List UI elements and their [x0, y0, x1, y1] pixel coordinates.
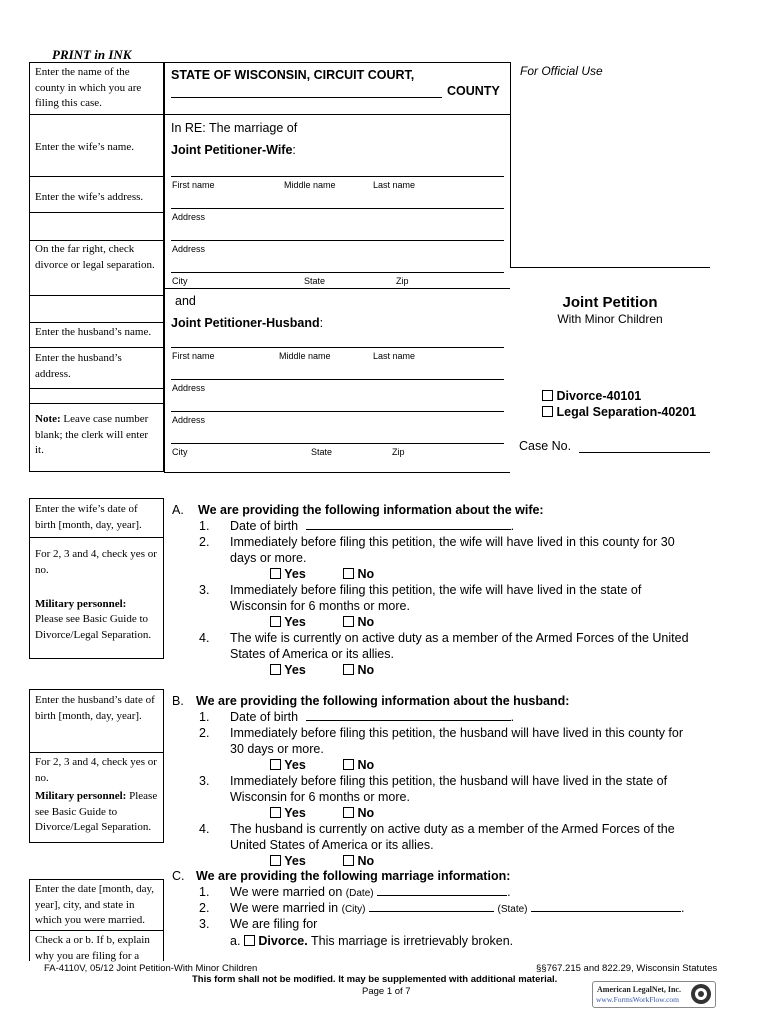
husband-address-line-1[interactable] [171, 379, 504, 380]
checkbox[interactable] [343, 759, 354, 770]
a-item4-num: 4. [199, 631, 210, 645]
divorce-reason-checkbox[interactable] [244, 935, 255, 946]
checkbox[interactable] [270, 568, 281, 579]
county-blank[interactable] [171, 97, 442, 98]
legal-separation-checkbox[interactable] [542, 406, 553, 417]
b-item1: Date of birth . [230, 710, 515, 724]
checkbox[interactable] [343, 807, 354, 818]
wife-city-label: City [172, 276, 188, 286]
wife-dob-instruction: Enter the wife’s date of birth [month, day, year]. [35, 503, 142, 531]
husband-city-label: City [172, 447, 188, 457]
checkbox[interactable] [343, 664, 354, 675]
wife-address-line-1[interactable] [171, 208, 504, 209]
wife-address-instruction: Enter the wife’s address. [35, 191, 144, 203]
b-item3-line1: Immediately before filing this petition, the husband will have lived in the state of [230, 774, 668, 788]
b-item2-no[interactable] [343, 757, 374, 773]
check-yes-no-instruction-b: For 2, 3 and 4, check yes or no. [35, 756, 157, 784]
official-use-label: For Official Use [520, 64, 603, 78]
b-item4-no[interactable] [343, 853, 374, 869]
colon: : [319, 316, 324, 330]
a-item1: Date of birth . [230, 519, 515, 533]
military-label-b: Military personnel: [35, 790, 127, 802]
vendor-logo-icon [690, 983, 712, 1005]
a-item1-num: 1. [199, 519, 210, 533]
legal-separation-label: Legal Separation-40201 [556, 405, 697, 419]
case-number-note [35, 412, 159, 459]
section-c-heading: We are providing the following marriage information: [196, 869, 511, 883]
court-title: STATE OF WISCONSIN, CIRCUIT COURT, [171, 68, 415, 82]
a-item3-no[interactable] [343, 614, 374, 630]
city-hint: (City) [341, 904, 366, 915]
no-label: No [357, 854, 375, 868]
modification-notice: This form shall not be modified. It may be supplemented with additional material. [192, 974, 558, 985]
checkbox[interactable] [270, 855, 281, 866]
wife-last-name-label: Last name [373, 180, 416, 190]
county-label: COUNTY [447, 84, 500, 98]
b-item1-text: Date of birth [230, 710, 299, 724]
yes-label: Yes [284, 758, 306, 772]
husband-label-text: Joint Petitioner-Husband [171, 316, 320, 330]
wife-dob-blank[interactable] [306, 519, 511, 530]
vendor-name: American LegalNet, Inc. [597, 985, 681, 994]
petition-subtitle: With Minor Children [557, 312, 663, 326]
legal-separation-option[interactable] [542, 405, 696, 419]
military-b-text: Please see Basic Guide to Divorce/Legal Separation. [35, 790, 158, 833]
a-item2-yes[interactable] [270, 566, 306, 582]
a-item4-no[interactable] [343, 662, 374, 678]
option-a-label: a. [230, 934, 241, 948]
form-id: FA-4110V, 05/12 Joint Petition-With Minor Children [44, 963, 258, 974]
b-item1-num: 1. [199, 710, 210, 724]
wife-state-label: State [304, 276, 326, 286]
c-item3-option-a[interactable] [230, 933, 513, 949]
b-item2-line2: 30 days or more. [230, 742, 324, 756]
a-item2-line1: Immediately before filing this petition, the wife will have lived in this county for 30 [230, 535, 675, 549]
yes-label: Yes [284, 806, 306, 820]
husband-dob-blank[interactable] [306, 710, 511, 721]
a-item2-no[interactable] [343, 566, 374, 582]
husband-state-label: State [311, 447, 333, 457]
far-right-instruction: On the far right, check divorce or legal separation. [35, 243, 155, 271]
c-item3-text: We are filing for [230, 917, 318, 931]
check-yes-no-instruction-a: For 2, 3 and 4, check yes or no. [35, 548, 157, 576]
section-c-letter: C. [172, 869, 185, 883]
case-no-label: Case No. [519, 439, 572, 453]
c-item2-num: 2. [199, 901, 210, 915]
no-label: No [357, 615, 375, 629]
c-item2: We were married in (City) (State) . [230, 901, 685, 915]
colon: : [292, 143, 296, 157]
divorce-option[interactable] [542, 389, 641, 403]
case-no-blank[interactable] [579, 452, 710, 453]
a-item2-num: 2. [199, 535, 210, 549]
b-item2-yes[interactable] [270, 757, 306, 773]
wife-city-line[interactable] [171, 272, 504, 273]
b-item3-num: 3. [199, 774, 210, 788]
county-instruction: Enter the name of the county in which you are filing this case. [35, 66, 142, 109]
husband-petitioner-label [171, 316, 323, 330]
husband-dob-instruction: Enter the husband’s date of birth [month, day, year]. [35, 694, 155, 722]
husband-first-name-label: First name [172, 351, 215, 361]
a-item2-line2: days or more. [230, 551, 307, 565]
b-item3-line2: Wisconsin for 6 months or more. [230, 790, 410, 804]
marriage-date-instruction: Enter the date [month, day, year], city, and state in which you were married. [35, 883, 155, 926]
military-text-a: Please see Basic Guide to Divorce/Legal Separation. [35, 613, 152, 641]
a-item3-yes[interactable] [270, 614, 306, 630]
section-b-heading: We are providing the following information about the husband: [196, 694, 570, 708]
wife-label-text: Joint Petitioner-Wife [171, 143, 293, 157]
petition-title: Joint Petition [562, 294, 658, 311]
wife-middle-name-label: Middle name [284, 180, 336, 190]
check-a-or-b-instruction: Check a or b. If b, explain why you are filing for a [35, 934, 150, 962]
b-item4-yes[interactable] [270, 853, 306, 869]
checkbox[interactable] [343, 616, 354, 627]
yes-label: Yes [284, 567, 306, 581]
b-item4-line2: United States of America or its allies. [230, 838, 434, 852]
and-label: and [175, 294, 196, 308]
note-text: Leave case number blank; the clerk will enter it. [35, 413, 149, 456]
a-item4-yes[interactable] [270, 662, 306, 678]
b-item4-line1: The husband is currently on active duty as a member of the Armed Forces of the [230, 822, 675, 836]
vendor-url: www.FormsWorkFlow.com [596, 995, 680, 1004]
checkbox[interactable] [343, 855, 354, 866]
section-b-letter: B. [172, 694, 184, 708]
c-item2-text: We were married in [230, 901, 339, 915]
checkbox[interactable] [270, 616, 281, 627]
print-in-ink-header: PRINT in INK [52, 47, 132, 62]
section-a-letter: A. [172, 503, 184, 517]
state-hint: (State) [497, 904, 528, 915]
no-label: No [357, 758, 375, 772]
a-item3-num: 3. [199, 583, 210, 597]
checkbox[interactable] [270, 759, 281, 770]
yes-label: Yes [284, 615, 306, 629]
c-item1: We were married on (Date) . [230, 885, 511, 899]
divorce-bold: Divorce. [258, 934, 308, 948]
no-label: No [357, 567, 375, 581]
statutes: §§767.215 and 822.29, Wisconsin Statutes [536, 963, 718, 974]
no-label: No [357, 806, 375, 820]
husband-address-instruction: Enter the husband’s address. [35, 352, 122, 380]
no-label: No [357, 663, 375, 677]
c-item1-num: 1. [199, 885, 210, 899]
date-hint: (Date) [345, 888, 374, 899]
in-re-label: In RE: The marriage of [171, 121, 298, 135]
husband-name-instruction: Enter the husband’s name. [35, 326, 152, 338]
yes-label: Yes [284, 854, 306, 868]
divorce-checkbox[interactable] [542, 390, 553, 401]
a-item1-text: Date of birth [230, 519, 299, 533]
military-text-b [35, 789, 165, 836]
a-item3-line2: Wisconsin for 6 months or more. [230, 599, 410, 613]
a-item3-line1: Immediately before filing this petition, the wife will have lived in the state of [230, 583, 642, 597]
wife-name-instruction: Enter the wife’s name. [35, 141, 134, 153]
yes-label: Yes [284, 663, 306, 677]
husband-zip-label: Zip [392, 447, 405, 457]
wife-zip-label: Zip [396, 276, 409, 286]
checkbox[interactable] [270, 807, 281, 818]
husband-address-label-1: Address [172, 383, 206, 393]
husband-name-line[interactable] [171, 347, 504, 348]
b-item3-no[interactable] [343, 805, 374, 821]
page-number: Page 1 of 7 [362, 986, 411, 997]
wife-address-label-2: Address [172, 244, 206, 254]
husband-city-line[interactable] [171, 443, 504, 444]
c-item1-text: We were married on [230, 885, 343, 899]
divorce-reason-text: This marriage is irretrievably broken. [307, 934, 514, 948]
husband-last-name-label: Last name [373, 351, 416, 361]
wife-name-line[interactable] [171, 176, 504, 177]
note-label: Note: [35, 413, 61, 425]
checkbox[interactable] [343, 568, 354, 579]
wife-address-label-1: Address [172, 212, 206, 222]
section-a-heading: We are providing the following information about the wife: [198, 503, 544, 517]
marriage-date-blank[interactable] [377, 885, 507, 896]
marriage-state-blank[interactable] [531, 901, 681, 912]
wife-address-line-2[interactable] [171, 240, 504, 241]
a-item4-line1: The wife is currently on active duty as a member of the Armed Forces of the United [230, 631, 689, 645]
checkbox[interactable] [270, 664, 281, 675]
b-item2-line1: Immediately before filing this petition, the husband will have lived in this county for [230, 726, 684, 740]
b-item2-num: 2. [199, 726, 210, 740]
b-item3-yes[interactable] [270, 805, 306, 821]
military-label-a: Military personnel: [35, 598, 127, 610]
marriage-city-blank[interactable] [369, 901, 494, 912]
b-item4-num: 4. [199, 822, 210, 836]
c-item3-num: 3. [199, 917, 210, 931]
a-item4-line2: States of America or its allies. [230, 647, 394, 661]
husband-address-line-2[interactable] [171, 411, 504, 412]
wife-petitioner-label [171, 143, 296, 157]
wife-first-name-label: First name [172, 180, 215, 190]
divorce-label: Divorce-40101 [556, 389, 642, 403]
husband-address-label-2: Address [172, 415, 206, 425]
husband-middle-name-label: Middle name [279, 351, 331, 361]
